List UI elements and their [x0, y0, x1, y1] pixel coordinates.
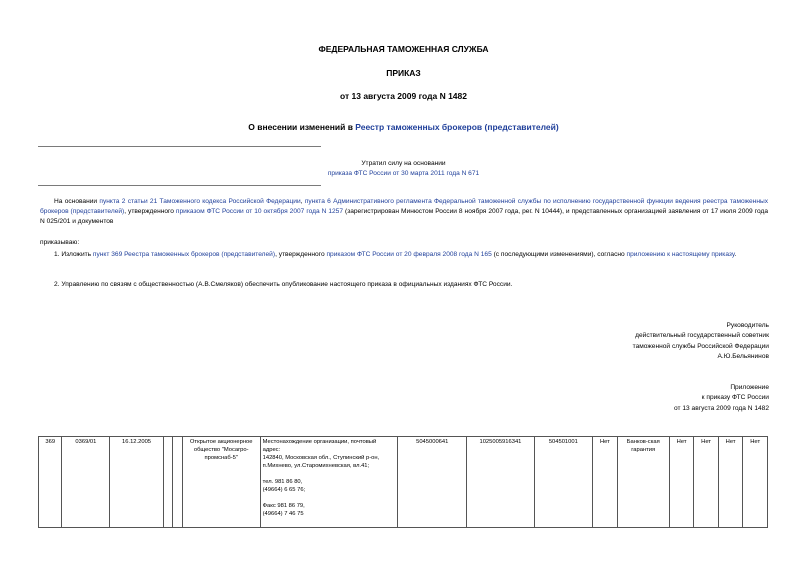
- fax-1: Факс 981 86 79,: [262, 503, 305, 509]
- basis-text-3: , утвержденного: [124, 208, 176, 215]
- agency-title: ФЕДЕРАЛЬНАЯ ТАМОЖЕННАЯ СЛУЖБА: [318, 44, 489, 54]
- document-type: ПРИКАЗ: [386, 68, 421, 78]
- location-address: 142840, Московская обл., Ступинский р-он, п.Михнево, ул.Старомихневская, вл.41;: [262, 455, 380, 469]
- item1-text-3: (с последующими изменениями), согласно: [491, 251, 627, 258]
- cell-guarantee: Банков-ская гарантия: [617, 437, 669, 528]
- cell-flag-3: Нет: [694, 437, 719, 528]
- item-2-paragraph: 2. Управлению по связям с общественностью (А.В.Смеляков) обеспечить опубликование настоящего приказа в официальных изданиях ФТС России.: [54, 281, 513, 288]
- location-title: Местонахождение организации, почтовый адрес:: [262, 439, 377, 453]
- cell-flag-1: Нет: [593, 437, 618, 528]
- cell-ogrn: 1025005916341: [467, 437, 534, 528]
- appendix-line-1: Приложение: [730, 384, 769, 391]
- cell-number: 369: [39, 437, 62, 528]
- appendix-line-3: от 13 августа 2009 года N 1482: [674, 404, 769, 412]
- cell-location: [260, 437, 397, 528]
- cell-blank-2: [173, 437, 183, 528]
- signature-name: А.Ю.Бельянинов: [717, 352, 769, 360]
- registry-table: [38, 436, 768, 528]
- order-165-link[interactable]: приказом ФТС России от 20 февраля 2008 года N 165: [326, 251, 492, 258]
- cell-flag-2: Нет: [669, 437, 694, 528]
- basis-text-1: На основании: [54, 198, 100, 205]
- customs-code-link[interactable]: пункта 2 статьи 21 Таможенного кодекса Российской Федерации: [99, 198, 301, 205]
- signature-block: [633, 321, 769, 362]
- point-369-link[interactable]: пункт 369 Реестра таможенных брокеров (представителей): [92, 251, 276, 258]
- cell-blank-1: [163, 437, 173, 528]
- registry-link[interactable]: Реестр таможенных брокеров (представителей): [355, 122, 559, 132]
- regulation-link[interactable]: пункта 6 Административного регламента Федеральной таможенной службы по исполнению государственной функции ведения реестра таможенных брокеров (представителей): [40, 198, 768, 215]
- cell-flag-5: Нет: [743, 437, 768, 528]
- basis-paragraph: [40, 197, 768, 227]
- divider-bottom: [38, 185, 321, 186]
- signature-line-3: таможенной службы Российской Федерации: [632, 342, 769, 350]
- table-row: [39, 437, 768, 528]
- cell-flag-4: Нет: [718, 437, 743, 528]
- item1-text-2: , утвержденного: [275, 251, 327, 258]
- signature-line-1: Руководитель: [726, 322, 769, 329]
- basis-text-2: ,: [300, 198, 305, 205]
- status-link[interactable]: приказа ФТС России от 30 марта 2011 года N 671: [327, 170, 480, 177]
- signature-line-2: действительный государственный советник: [635, 332, 769, 340]
- document-date: от 13 августа 2009 года N 1482: [340, 91, 467, 101]
- divider-top: [38, 146, 321, 147]
- appendix-line-2: к приказу ФТС России: [701, 394, 769, 402]
- phone-1: тел. 981 86 80,: [262, 479, 303, 485]
- cell-org-name: Открытое акционерное общество "Мосагро-промснаб-5": [182, 437, 260, 528]
- cell-kpp: 504501001: [534, 437, 593, 528]
- basis-text-4: (зарегистрирован Минюстом России 8 ноября 2007 года, рег. N 10444), и представленных организацией заявления от 17 июля 2009 года N 025/201 и документов: [40, 208, 768, 225]
- order-1257-link[interactable]: приказом ФТС России от 10 октября 2007 года N 1257: [175, 208, 344, 215]
- order-word: приказываю:: [40, 239, 80, 246]
- status-note: Утратил силу на основании: [361, 160, 446, 167]
- cell-date: 16.12.2005: [110, 437, 163, 528]
- cell-reg-no: 0369/01: [62, 437, 110, 528]
- phone-2: (49664) 6 65 76;: [262, 487, 306, 493]
- appendix-link[interactable]: приложению к настоящему приказу: [626, 251, 735, 258]
- subject-prefix: О внесении изменений в: [248, 122, 356, 132]
- cell-inn: 5045000641: [398, 437, 467, 528]
- fax-2: (49664) 7 46 75: [262, 511, 304, 517]
- appendix-header: [674, 383, 769, 414]
- item-1-paragraph: [40, 250, 768, 260]
- document-subject: [0, 122, 807, 132]
- item1-text-4: .: [734, 251, 737, 258]
- item1-text-1: 1. Изложить: [54, 251, 93, 258]
